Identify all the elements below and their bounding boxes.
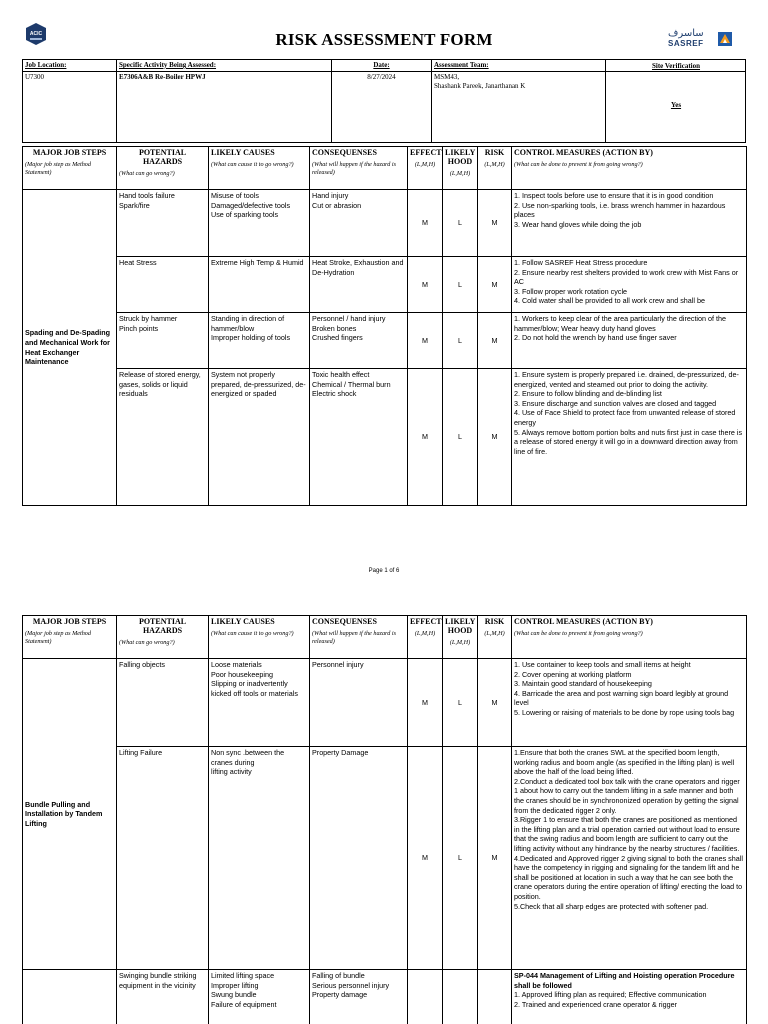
consequences-cell: Personnel injury	[310, 659, 408, 747]
risk-cell: M	[478, 659, 512, 747]
form-title: RISK ASSESSMENT FORM	[275, 30, 493, 49]
team-member-1: MSM43,	[434, 73, 460, 81]
likelyhood-cell: L	[443, 313, 478, 369]
sasref-text: SASREF	[668, 39, 704, 48]
consequences-cell: Personnel / hand injury Broken bones Crushed fingers	[310, 313, 408, 369]
col-likelyhood-header: LIKELY HOOD (L,M,H)	[443, 147, 478, 190]
hazard-cell: Swinging bundle striking equipment in the vicinity	[117, 970, 209, 1024]
risk-cell: M	[478, 190, 512, 257]
activity-cell	[117, 60, 332, 142]
col-likelyhood-header: LIKELY HOOD (L,M,H)	[443, 616, 478, 659]
risk-cell: M	[478, 369, 512, 506]
causes-cell: Limited lifting space Improper lifting Swung bundle Failure of equipment	[209, 970, 310, 1024]
consequences-cell: Toxic health effect Chemical / Thermal burn Electric shock	[310, 369, 408, 506]
col-causes-header: LIKELY CAUSES (What can cause it to go wrong?)	[209, 147, 310, 190]
control-cell: 1. Inspect tools before use to ensure that it is in good condition 2. Use non-sparking tools, i.e. brass wrench hammer in hazardous places 3. Wear hand gloves while doing the job	[512, 190, 747, 257]
col-causes-header: LIKELY CAUSES (What can cause it to go wrong?)	[209, 616, 310, 659]
hazard-cell: Hand tools failure Spark/fire	[117, 190, 209, 257]
col-steps-header: MAJOR JOB STEPS (Major job step as Method Statement)	[23, 147, 117, 190]
team-member-2: Shashank Pareek, Janarthanan K	[434, 82, 526, 90]
risk-cell: M	[478, 257, 512, 313]
table-row	[23, 659, 747, 747]
likelyhood-cell: L	[443, 747, 478, 970]
consequences-cell: Hand injury Cut or abrasion	[310, 190, 408, 257]
consequences-cell: Property Damage	[310, 747, 408, 970]
causes-cell: Loose materials Poor housekeeping Slipping or inadvertently kicked off tools or materials	[209, 659, 310, 747]
date-label: Date:	[373, 61, 390, 69]
effect-cell: M	[408, 747, 443, 970]
table-row	[23, 747, 747, 970]
table-header-row	[23, 616, 747, 659]
col-steps-header: MAJOR JOB STEPS (Major job step as Method Statement)	[23, 616, 117, 659]
col-effect-header: EFFECT (L,M,H)	[408, 616, 443, 659]
likelyhood-cell: L	[443, 659, 478, 747]
col-consequences-header: CONSEQUENSES (What will happen if the hazard is released)	[310, 147, 408, 190]
sasref-logo	[668, 30, 732, 50]
risk-cell: M	[478, 747, 512, 970]
site-verification-value: Yes	[606, 71, 746, 111]
likelyhood-cell: L	[443, 190, 478, 257]
control-cell: 1. Use container to keep tools and small items at height 2. Cover opening at working platform 3. Maintain good standard of housekeeping 4. Barricade the area and post warning sign board legibly at ground level 5. Lowering or raising of materials to be done by rope using tools bag	[512, 659, 747, 747]
col-risk-header: RISK (L,M,H)	[478, 147, 512, 190]
hazard-cell: Release of stored energy, gases, solids or liquid residuals	[117, 369, 209, 506]
assessment-info	[22, 59, 746, 143]
control-cell: 1. Workers to keep clear of the area particularly the direction of the hammer/blow; Wear heavy duty hand gloves 2. Do not hold the wrench by hand use finger saver	[512, 313, 747, 369]
activity-value: E7306A&B Re-Boiler HPWJ	[117, 71, 331, 83]
causes-cell: Misuse of tools Damaged/defective tools Use of sparking tools	[209, 190, 310, 257]
team-label: Assessment Team:	[434, 61, 489, 69]
risk-cell: M	[478, 313, 512, 369]
col-hazards-header: POTENTIAL HAZARDS (What can go wrong?)	[117, 147, 209, 190]
effect-cell	[408, 970, 443, 1024]
control-cell: 1. Ensure system is properly prepared i.e. drained, de-pressurized, de-energized, vented and steamed out prior to doing the activity. 2. Ensure to follow blinding and de-blinding list 3. Ensure discharge and sunction valves are closed and tagged 4. Use of Face Shield to protect face from unwanted release of stored energy 5. Always remove bottom portion bolts and nuts first just in case there is a release of stored energy it will go in a downward direction away from line of fire.	[512, 369, 747, 506]
risk-table-page-1	[22, 146, 747, 506]
date-cell	[332, 60, 432, 142]
col-effect-header: EFFECT (L,M,H)	[408, 147, 443, 190]
col-control-header: CONTROL MEASURES (ACTION BY) (What can be done to prevent it from going wrong?)	[512, 616, 747, 659]
table-header-row	[23, 147, 747, 190]
job-location-label: Job Location:	[25, 61, 67, 69]
causes-cell: Extreme High Temp & Humid	[209, 257, 310, 313]
effect-cell: M	[408, 257, 443, 313]
control-cell: 1.Ensure that both the cranes SWL at the specified boom length, working radius and boom angle (as specified in the lifting plan) is well above the half of the load being lifted. 2.Conduct a dedicated tool box talk with the crane operators and rigger 1 about how to carry out the tandem lifting in a safe manner and both the cranes should be in synchrononized operation by getting the signal from the dedicated rigger 2 only. 3.Rigger 1 to ensure that both the cranes are positioned as mentioned in the lifting plan and a trial operation carried out without load to ensure that the swing radius and boom length are sufficient to carry out the lifting activity without any hindrance by the nearby structures / facilities. 4.Dedicated and Approved rigger 2 giving signal to both the cranes shall have the competency in rigging and signaling for the tandem lift and he shall be positioned at location in such a way that he can see both the crane operators during the entire operation of lifting/ erecting the load to position. 5.Check that all sharp edges are protected with softener pad.	[512, 747, 747, 970]
table-row	[23, 190, 747, 257]
col-control-header: CONTROL MEASURES (ACTION BY) (What can be done to prevent it from going wrong?)	[512, 147, 747, 190]
likelyhood-cell: L	[443, 257, 478, 313]
likelyhood-cell	[443, 970, 478, 1024]
major-job-step-continued	[23, 970, 117, 1024]
control-cell: 1. Follow SASREF Heat Stress procedure 2. Ensure nearby rest shelters provided to work crew with Mist Fans or AC 3. Follow proper work rotation cycle 4. Cold water shall be provided to all work crew and shall be	[512, 257, 747, 313]
col-risk-header: RISK (L,M,H)	[478, 616, 512, 659]
col-hazards-header: POTENTIAL HAZARDS (What can go wrong?)	[117, 616, 209, 659]
consequences-cell: Falling of bundle Serious personnel injury Property damage	[310, 970, 408, 1024]
consequences-cell: Heat Stroke, Exhaustion and De-Hydration	[310, 257, 408, 313]
risk-table-page-2	[22, 615, 747, 1024]
table-row	[23, 970, 747, 1024]
table-row	[23, 257, 747, 313]
acic-logo-text: ACIC	[29, 31, 43, 37]
site-verification-cell	[606, 60, 746, 142]
hazard-cell: Falling objects	[117, 659, 209, 747]
activity-label: Specific Activity Being Assessed:	[119, 61, 217, 69]
sasref-mark-icon	[718, 32, 732, 46]
control-cell: SP-044 Management of Lifting and Hoisting operation Procedure shall be followed 1. Approved lifting plan as required; Effective communication 2. Trained and experienced crane operator & rigger	[512, 970, 747, 1024]
job-location-cell	[23, 60, 117, 142]
job-location-value: U7300	[23, 71, 116, 83]
risk-cell	[478, 970, 512, 1024]
major-job-step: Spading and De-Spading and Mechanical Work for Heat Exchanger Maintenance	[23, 190, 117, 506]
likelyhood-cell: L	[443, 369, 478, 506]
site-verification-label: Site Verification	[651, 62, 701, 70]
table-row	[23, 313, 747, 369]
effect-cell: M	[408, 313, 443, 369]
major-job-step: Bundle Pulling and Installation by Tandem Lifting	[23, 659, 117, 970]
sasref-arabic-text: ساسرف	[668, 28, 704, 39]
page-number: Page 1 of 6	[368, 568, 400, 574]
causes-cell: Non sync .between the cranes during lifting activity	[209, 747, 310, 970]
team-cell	[432, 60, 606, 142]
table-row	[23, 369, 747, 506]
hazard-cell: Heat Stress	[117, 257, 209, 313]
effect-cell: M	[408, 659, 443, 747]
effect-cell: M	[408, 190, 443, 257]
hazard-cell: Struck by hammer Pinch points	[117, 313, 209, 369]
col-consequences-header: CONSEQUENSES (What will happen if the hazard is released)	[310, 616, 408, 659]
team-value	[432, 71, 605, 92]
hazard-cell: Lifting Failure	[117, 747, 209, 970]
effect-cell: M	[408, 369, 443, 506]
causes-cell: Standing in direction of hammer/blow Improper holding of tools	[209, 313, 310, 369]
date-value: 8/27/2024	[332, 71, 431, 83]
causes-cell: System not properly prepared, de-pressurized, de-energized or spaded	[209, 369, 310, 506]
